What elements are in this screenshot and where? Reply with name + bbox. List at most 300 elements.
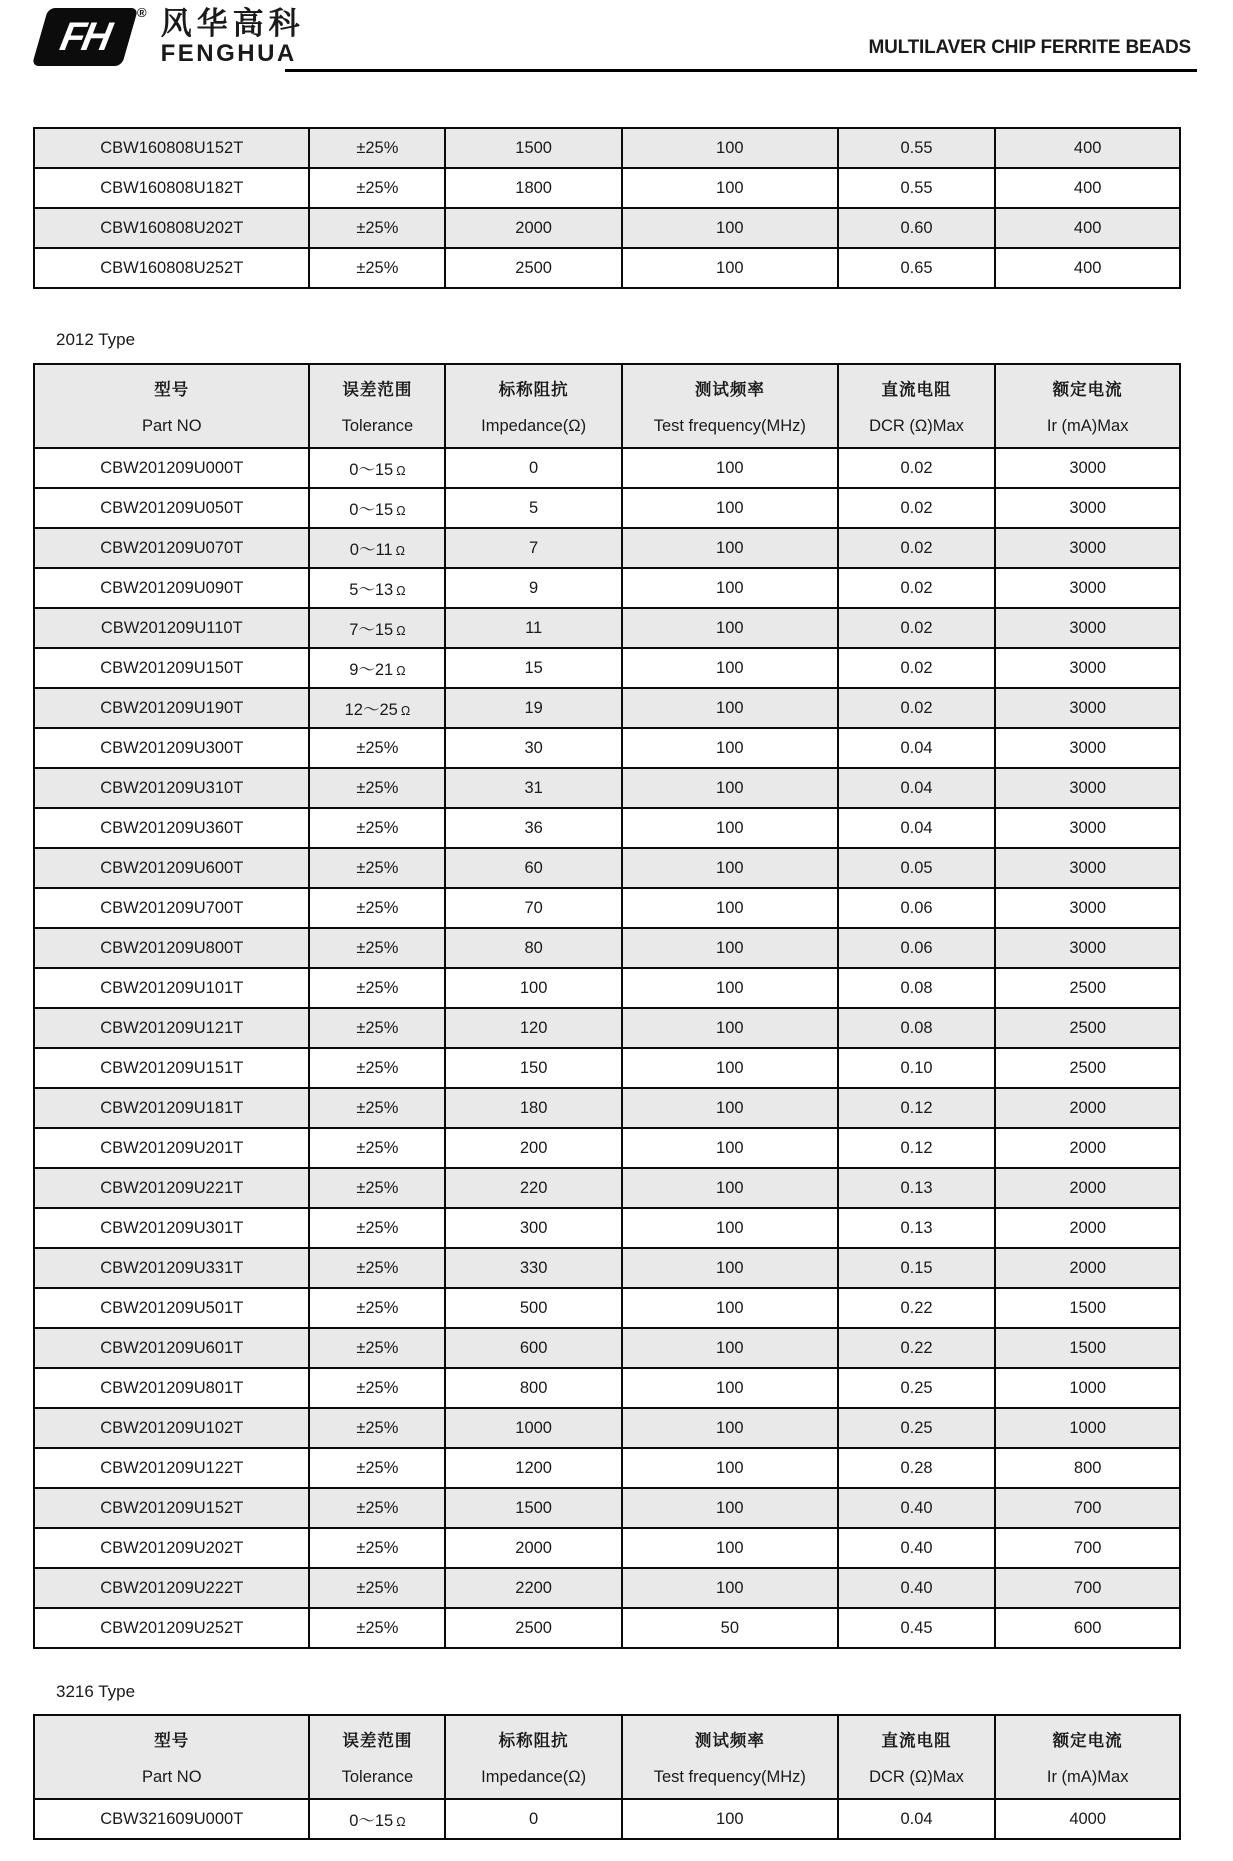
impedance-cell: 2200 [445, 1568, 622, 1608]
test-frequency-cell: 100 [622, 728, 838, 768]
part-no-cell: CBW201209U800T [34, 928, 309, 968]
rated-current-cell: 3000 [995, 928, 1180, 968]
rated-current-cell: 1000 [995, 1368, 1180, 1408]
ferrite-bead-table-1608 [33, 127, 1181, 289]
impedance-cell: 120 [445, 1008, 622, 1048]
tolerance-cell: ±25% [309, 1528, 445, 1568]
part-no-cell: CBW201209U700T [34, 888, 309, 928]
table-row [34, 1088, 1180, 1128]
part-no-cell: CBW201209U000T [34, 448, 309, 488]
column-header-part-no [34, 1715, 309, 1799]
rated-current-cell: 3000 [995, 448, 1180, 488]
column-header-zh: 直流电阻 [881, 1731, 952, 1750]
part-no-cell: CBW201209U050T [34, 488, 309, 528]
test-frequency-cell: 100 [622, 648, 838, 688]
ohm-symbol: Ω [396, 504, 406, 518]
dcr-cell: 0.06 [838, 888, 996, 928]
rated-current-cell: 2000 [995, 1208, 1180, 1248]
impedance-cell: 7 [445, 528, 622, 568]
test-frequency-cell: 100 [622, 1048, 838, 1088]
table-row [34, 1328, 1180, 1368]
test-frequency-cell: 100 [622, 1799, 838, 1839]
dcr-cell: 0.02 [838, 488, 996, 528]
test-frequency-cell: 100 [622, 1208, 838, 1248]
table-row [34, 1208, 1180, 1248]
impedance-cell: 1000 [445, 1408, 622, 1448]
rated-current-cell: 400 [995, 128, 1180, 168]
impedance-cell: 70 [445, 888, 622, 928]
ohm-symbol: Ω [400, 704, 411, 718]
dcr-cell: 0.40 [838, 1528, 996, 1568]
part-no-cell: CBW201209U101T [34, 968, 309, 1008]
column-header-en: Impedance(Ω) [481, 417, 587, 436]
table-row [34, 248, 1180, 288]
tolerance-cell: ±25% [309, 1328, 445, 1368]
impedance-cell: 5 [445, 488, 622, 528]
dcr-cell: 0.02 [838, 648, 996, 688]
tolerance-cell: ±25% [309, 1288, 445, 1328]
test-frequency-cell: 100 [622, 1248, 838, 1288]
dcr-cell: 0.02 [838, 688, 996, 728]
part-no-cell: CBW201209U181T [34, 1088, 309, 1128]
rated-current-cell: 4000 [995, 1799, 1180, 1839]
part-no-cell: CBW201209U151T [34, 1048, 309, 1088]
column-header-en: DCR (Ω)Max [869, 1768, 964, 1787]
tolerance-cell: 12～25 Ω [309, 688, 445, 728]
part-no-cell: CBW201209U221T [34, 1168, 309, 1208]
part-no-cell: CBW201209U102T [34, 1408, 309, 1448]
tolerance-cell: ±25% [309, 768, 445, 808]
part-no-cell: CBW201209U122T [34, 1448, 309, 1488]
test-frequency-cell: 100 [622, 168, 838, 208]
column-header-zh: 额定电流 [1052, 380, 1123, 399]
ohm-symbol: Ω [396, 624, 406, 638]
dcr-cell: 0.22 [838, 1288, 996, 1328]
dcr-cell: 0.15 [838, 1248, 996, 1288]
column-header-zh: 型号 [154, 1731, 190, 1750]
rated-current-cell: 400 [995, 248, 1180, 288]
rated-current-cell: 2000 [995, 1128, 1180, 1168]
table-row [34, 608, 1180, 648]
part-no-cell: CBW201209U331T [34, 1248, 309, 1288]
test-frequency-cell: 100 [622, 608, 838, 648]
column-header-rated-current [995, 364, 1180, 448]
part-no-cell: CBW201209U121T [34, 1008, 309, 1048]
table-row [34, 1128, 1180, 1168]
test-frequency-cell: 100 [622, 1368, 838, 1408]
test-frequency-cell: 100 [622, 1568, 838, 1608]
column-header-dcr [838, 364, 996, 448]
impedance-cell: 15 [445, 648, 622, 688]
tolerance-cell: ±25% [309, 1088, 445, 1128]
column-header-tolerance [309, 1715, 445, 1799]
tolerance-cell: ±25% [309, 808, 445, 848]
test-frequency-cell: 100 [622, 128, 838, 168]
test-frequency-cell: 100 [622, 1528, 838, 1568]
part-no-cell: CBW201209U150T [34, 648, 309, 688]
impedance-cell: 31 [445, 768, 622, 808]
table-row [34, 688, 1180, 728]
dcr-cell: 0.04 [838, 728, 996, 768]
impedance-cell: 60 [445, 848, 622, 888]
table-row [34, 128, 1180, 168]
column-header-test-frequency [622, 364, 838, 448]
part-no-cell: CBW160808U152T [34, 128, 309, 168]
dcr-cell: 0.05 [838, 848, 996, 888]
impedance-cell: 19 [445, 688, 622, 728]
type-label-2012: 2012 Type [56, 330, 136, 349]
rated-current-cell: 1000 [995, 1408, 1180, 1448]
tolerance-cell: ±25% [309, 1048, 445, 1088]
fenghua-logo-mark-icon [32, 8, 139, 66]
impedance-cell: 300 [445, 1208, 622, 1248]
rated-current-cell: 400 [995, 168, 1180, 208]
column-header-en: Part NO [141, 417, 202, 436]
impedance-cell: 100 [445, 968, 622, 1008]
part-no-cell: CBW201209U360T [34, 808, 309, 848]
rated-current-cell: 700 [995, 1568, 1180, 1608]
column-header-part-no [34, 364, 309, 448]
impedance-cell: 1800 [445, 168, 622, 208]
tolerance-cell: ±25% [309, 728, 445, 768]
test-frequency-cell: 100 [622, 248, 838, 288]
column-header-en: Impedance(Ω) [481, 1768, 587, 1787]
column-header-zh: 额定电流 [1052, 1731, 1123, 1750]
part-no-cell: CBW201209U070T [34, 528, 309, 568]
test-frequency-cell: 100 [622, 448, 838, 488]
dcr-cell: 0.28 [838, 1448, 996, 1488]
table-row [34, 1168, 1180, 1208]
column-header-zh: 型号 [154, 380, 190, 399]
table-row [34, 528, 1180, 568]
tolerance-cell: ±25% [309, 128, 445, 168]
ohm-symbol: Ω [396, 464, 406, 478]
test-frequency-cell: 100 [622, 688, 838, 728]
test-frequency-cell: 100 [622, 1288, 838, 1328]
test-frequency-cell: 100 [622, 1408, 838, 1448]
dcr-cell: 0.25 [838, 1408, 996, 1448]
impedance-cell: 220 [445, 1168, 622, 1208]
fenghua-logo [28, 5, 305, 67]
rated-current-cell: 1500 [995, 1288, 1180, 1328]
tolerance-cell: ±25% [309, 208, 445, 248]
table-row [34, 1408, 1180, 1448]
impedance-cell: 0 [445, 448, 622, 488]
rated-current-cell: 3000 [995, 808, 1180, 848]
rated-current-cell: 3000 [995, 608, 1180, 648]
table-row [34, 208, 1180, 248]
column-header-en: Test frequency(MHz) [653, 1768, 806, 1787]
test-frequency-cell: 100 [622, 888, 838, 928]
rated-current-cell: 3000 [995, 568, 1180, 608]
table-row [34, 888, 1180, 928]
dcr-cell: 0.06 [838, 928, 996, 968]
table-header-row [34, 1715, 1180, 1799]
part-no-cell: CBW201209U300T [34, 728, 309, 768]
tolerance-cell: ±25% [309, 1008, 445, 1048]
column-header-zh: 测试频率 [694, 380, 765, 399]
test-frequency-cell: 100 [622, 1088, 838, 1128]
table-row [34, 1488, 1180, 1528]
test-frequency-cell: 100 [622, 488, 838, 528]
part-no-cell: CBW201209U222T [34, 1568, 309, 1608]
table-row [34, 648, 1180, 688]
impedance-cell: 180 [445, 1088, 622, 1128]
column-header-rated-current [995, 1715, 1180, 1799]
dcr-cell: 0.65 [838, 248, 996, 288]
test-frequency-cell: 100 [622, 1128, 838, 1168]
part-no-cell: CBW201209U252T [34, 1608, 309, 1648]
tolerance-cell: ±25% [309, 1408, 445, 1448]
rated-current-cell: 2000 [995, 1168, 1180, 1208]
test-frequency-cell: 100 [622, 808, 838, 848]
part-no-cell: CBW201209U202T [34, 1528, 309, 1568]
table-row [34, 448, 1180, 488]
dcr-cell: 0.55 [838, 128, 996, 168]
column-header-zh: 误差范围 [342, 380, 413, 399]
column-header-en: Ir (mA)Max [1046, 417, 1129, 436]
rated-current-cell: 3000 [995, 728, 1180, 768]
column-header-en: Ir (mA)Max [1046, 1768, 1129, 1787]
impedance-cell: 1500 [445, 128, 622, 168]
rated-current-cell: 2500 [995, 1008, 1180, 1048]
test-frequency-cell: 100 [622, 568, 838, 608]
impedance-cell: 1500 [445, 1488, 622, 1528]
impedance-cell: 30 [445, 728, 622, 768]
part-no-cell: CBW201209U301T [34, 1208, 309, 1248]
column-header-impedance [445, 364, 622, 448]
table-row [34, 488, 1180, 528]
tolerance-cell: ±25% [309, 1128, 445, 1168]
ohm-symbol: Ω [396, 584, 406, 598]
dcr-cell: 0.02 [838, 528, 996, 568]
table-header-row [34, 364, 1180, 448]
tolerance-cell: 0～15 Ω [309, 448, 445, 488]
rated-current-cell: 800 [995, 1448, 1180, 1488]
dcr-cell: 0.10 [838, 1048, 996, 1088]
tolerance-cell: ±25% [309, 848, 445, 888]
rated-current-cell: 3000 [995, 488, 1180, 528]
dcr-cell: 0.12 [838, 1088, 996, 1128]
tolerance-cell: 0～11 Ω [309, 528, 445, 568]
dcr-cell: 0.40 [838, 1488, 996, 1528]
impedance-cell: 150 [445, 1048, 622, 1088]
part-no-cell: CBW160808U202T [34, 208, 309, 248]
rated-current-cell: 3000 [995, 848, 1180, 888]
dcr-cell: 0.45 [838, 1608, 996, 1648]
rated-current-cell: 700 [995, 1488, 1180, 1528]
table-row [34, 1448, 1180, 1488]
table-row [34, 1368, 1180, 1408]
test-frequency-cell: 100 [622, 968, 838, 1008]
part-no-cell: CBW201209U501T [34, 1288, 309, 1328]
header-rule [285, 69, 1197, 72]
tolerance-cell: ±25% [309, 928, 445, 968]
rated-current-cell: 2000 [995, 1088, 1180, 1128]
column-header-zh: 标称阻抗 [498, 1731, 569, 1750]
test-frequency-cell: 100 [622, 528, 838, 568]
part-no-cell: CBW201209U152T [34, 1488, 309, 1528]
dcr-cell: 0.13 [838, 1208, 996, 1248]
ohm-symbol: Ω [395, 544, 405, 558]
column-header-dcr [838, 1715, 996, 1799]
dcr-cell: 0.04 [838, 1799, 996, 1839]
table-row [34, 1568, 1180, 1608]
table-row [34, 1799, 1180, 1839]
dcr-cell: 0.02 [838, 448, 996, 488]
tolerance-cell: ±25% [309, 1568, 445, 1608]
type-label-3216: 3216 Type [56, 1682, 136, 1701]
tolerance-cell: 0～15 Ω [309, 1799, 445, 1839]
company-name-en: FENGHUA [160, 39, 297, 67]
dcr-cell: 0.04 [838, 768, 996, 808]
ohm-symbol: Ω [396, 1815, 406, 1829]
tolerance-cell: ±25% [309, 1208, 445, 1248]
test-frequency-cell: 100 [622, 768, 838, 808]
ohm-symbol: Ω [396, 664, 406, 678]
tolerance-cell: 9～21 Ω [309, 648, 445, 688]
ferrite-bead-table-3216 [33, 1714, 1181, 1840]
rated-current-cell: 3000 [995, 888, 1180, 928]
part-no-cell: CBW201209U110T [34, 608, 309, 648]
part-no-cell: CBW201209U801T [34, 1368, 309, 1408]
table-row [34, 1048, 1180, 1088]
rated-current-cell: 2500 [995, 968, 1180, 1008]
table-row [34, 568, 1180, 608]
dcr-cell: 0.55 [838, 168, 996, 208]
part-no-cell: CBW201209U600T [34, 848, 309, 888]
company-name-zh: 风华高科 [160, 6, 305, 41]
tolerance-cell: ±25% [309, 1608, 445, 1648]
table-row [34, 1608, 1180, 1648]
column-header-en: Part NO [141, 1768, 202, 1787]
impedance-cell: 2000 [445, 1528, 622, 1568]
dcr-cell: 0.02 [838, 608, 996, 648]
table-row [34, 928, 1180, 968]
rated-current-cell: 3000 [995, 688, 1180, 728]
rated-current-cell: 3000 [995, 648, 1180, 688]
test-frequency-cell: 100 [622, 1328, 838, 1368]
test-frequency-cell: 100 [622, 1008, 838, 1048]
impedance-cell: 200 [445, 1128, 622, 1168]
table-row [34, 1008, 1180, 1048]
registered-trademark-symbol: ® [137, 5, 147, 20]
table-row [34, 1528, 1180, 1568]
page-title: MULTILAVER CHIP FERRITE BEADS [868, 37, 1191, 58]
dcr-cell: 0.08 [838, 968, 996, 1008]
rated-current-cell: 3000 [995, 528, 1180, 568]
tolerance-cell: ±25% [309, 1248, 445, 1288]
table-row [34, 728, 1180, 768]
tolerance-cell: ±25% [309, 888, 445, 928]
column-header-tolerance [309, 364, 445, 448]
ferrite-bead-table-2012 [33, 363, 1181, 1649]
dcr-cell: 0.40 [838, 1568, 996, 1608]
column-header-en: Tolerance [341, 1768, 414, 1787]
column-header-zh: 误差范围 [342, 1731, 413, 1750]
tolerance-cell: ±25% [309, 248, 445, 288]
column-header-zh: 直流电阻 [881, 380, 952, 399]
rated-current-cell: 1500 [995, 1328, 1180, 1368]
tolerance-cell: ±25% [309, 1488, 445, 1528]
rated-current-cell: 600 [995, 1608, 1180, 1648]
column-header-en: DCR (Ω)Max [869, 417, 964, 436]
part-no-cell: CBW201209U201T [34, 1128, 309, 1168]
logo-monogram: FH [56, 15, 114, 59]
table-row [34, 808, 1180, 848]
impedance-cell: 1200 [445, 1448, 622, 1488]
impedance-cell: 800 [445, 1368, 622, 1408]
part-no-cell: CBW321609U000T [34, 1799, 309, 1839]
test-frequency-cell: 100 [622, 208, 838, 248]
dcr-cell: 0.60 [838, 208, 996, 248]
test-frequency-cell: 100 [622, 1448, 838, 1488]
part-no-cell: CBW160808U182T [34, 168, 309, 208]
impedance-cell: 600 [445, 1328, 622, 1368]
dcr-cell: 0.22 [838, 1328, 996, 1368]
test-frequency-cell: 100 [622, 848, 838, 888]
tolerance-cell: 0～15 Ω [309, 488, 445, 528]
part-no-cell: CBW201209U601T [34, 1328, 309, 1368]
dcr-cell: 0.08 [838, 1008, 996, 1048]
rated-current-cell: 2000 [995, 1248, 1180, 1288]
table-row [34, 768, 1180, 808]
impedance-cell: 9 [445, 568, 622, 608]
table-row [34, 1288, 1180, 1328]
test-frequency-cell: 50 [622, 1608, 838, 1648]
table-row [34, 848, 1180, 888]
part-no-cell: CBW160808U252T [34, 248, 309, 288]
impedance-cell: 330 [445, 1248, 622, 1288]
impedance-cell: 0 [445, 1799, 622, 1839]
tolerance-cell: ±25% [309, 968, 445, 1008]
company-name [161, 8, 305, 66]
column-header-test-frequency [622, 1715, 838, 1799]
table-row [34, 1248, 1180, 1288]
impedance-cell: 2000 [445, 208, 622, 248]
dcr-cell: 0.12 [838, 1128, 996, 1168]
part-no-cell: CBW201209U310T [34, 768, 309, 808]
tolerance-cell: ±25% [309, 1368, 445, 1408]
tolerance-cell: ±25% [309, 168, 445, 208]
dcr-cell: 0.02 [838, 568, 996, 608]
column-header-impedance [445, 1715, 622, 1799]
impedance-cell: 500 [445, 1288, 622, 1328]
column-header-en: Tolerance [341, 417, 414, 436]
rated-current-cell: 3000 [995, 768, 1180, 808]
impedance-cell: 2500 [445, 1608, 622, 1648]
tolerance-cell: ±25% [309, 1448, 445, 1488]
table-row [34, 168, 1180, 208]
tolerance-cell: 5～13 Ω [309, 568, 445, 608]
rated-current-cell: 2500 [995, 1048, 1180, 1088]
dcr-cell: 0.04 [838, 808, 996, 848]
rated-current-cell: 700 [995, 1528, 1180, 1568]
column-header-zh: 测试频率 [694, 1731, 765, 1750]
tolerance-cell: 7～15 Ω [309, 608, 445, 648]
impedance-cell: 36 [445, 808, 622, 848]
table-row [34, 968, 1180, 1008]
test-frequency-cell: 100 [622, 928, 838, 968]
column-header-zh: 标称阻抗 [498, 380, 569, 399]
part-no-cell: CBW201209U190T [34, 688, 309, 728]
test-frequency-cell: 100 [622, 1488, 838, 1528]
dcr-cell: 0.13 [838, 1168, 996, 1208]
rated-current-cell: 400 [995, 208, 1180, 248]
impedance-cell: 11 [445, 608, 622, 648]
dcr-cell: 0.25 [838, 1368, 996, 1408]
test-frequency-cell: 100 [622, 1168, 838, 1208]
